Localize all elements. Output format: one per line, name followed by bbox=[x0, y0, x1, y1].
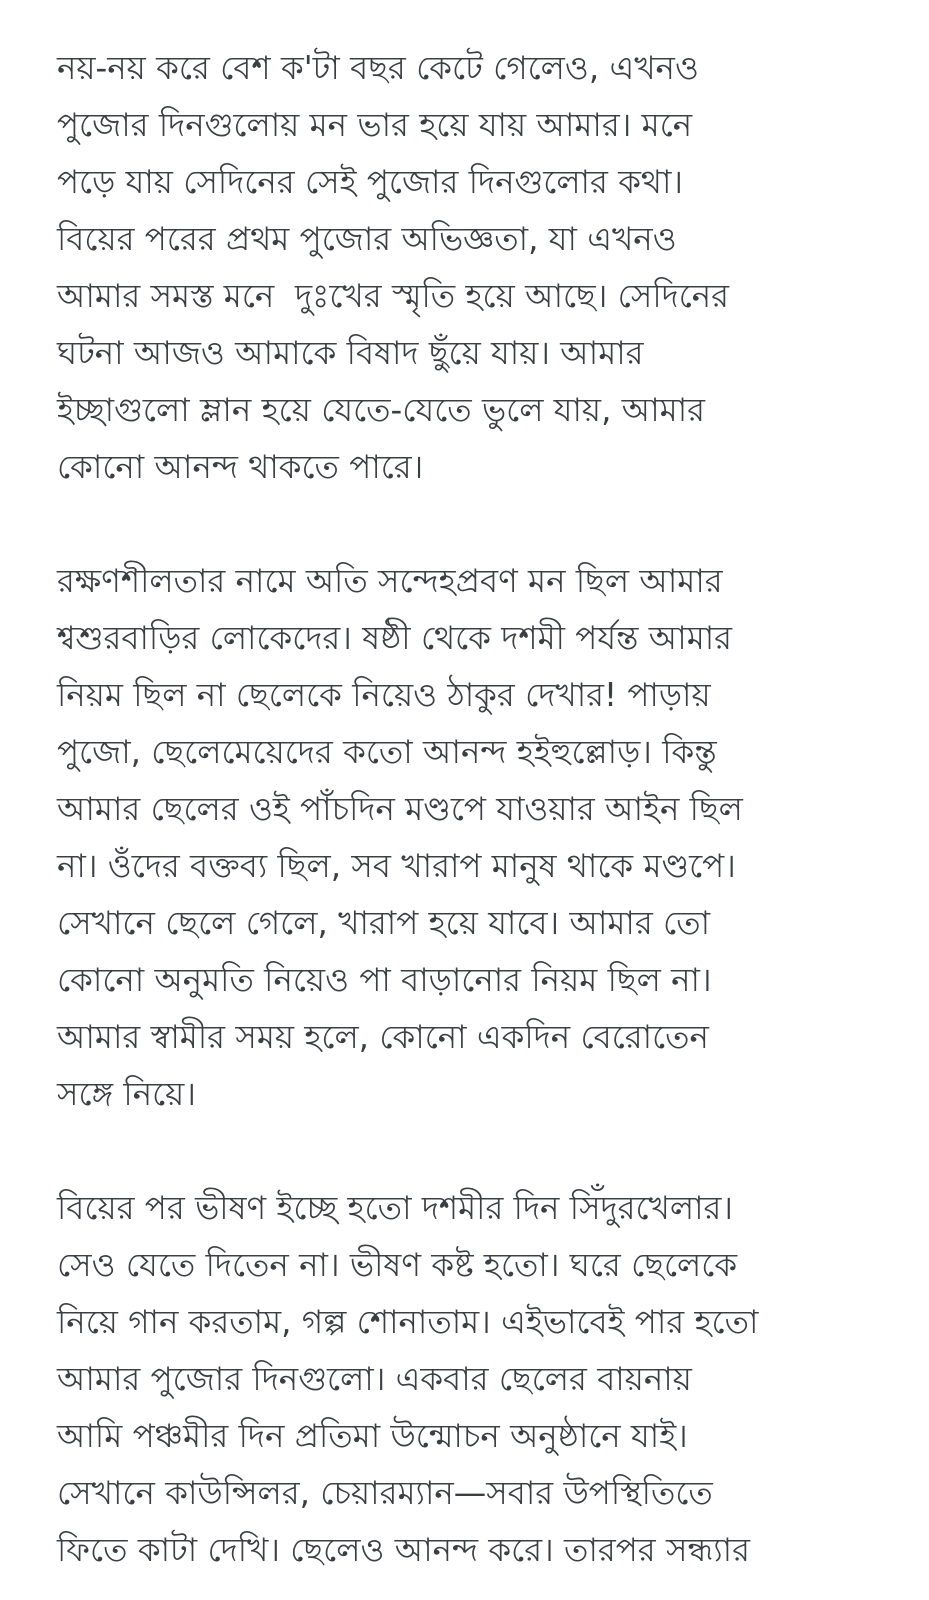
text-line: সেখানে কাউন্সিলর, চেয়ারম্যান—সবার উপস্থিতিতে bbox=[57, 1474, 713, 1512]
text-line: কোনো আনন্দ থাকতে পারে। bbox=[57, 448, 424, 486]
text-line: পুজো, ছেলেমেয়েদের কতো আনন্দ হইহুল্লোড়। কিন্তু bbox=[57, 733, 717, 771]
text-line: আমি পঞ্চমীর দিন প্রতিমা উন্মোচন অনুষ্ঠানে যাই। bbox=[57, 1417, 688, 1455]
paragraph-2 bbox=[57, 553, 887, 1123]
text-line: নিয়ম ছিল না ছেলেকে নিয়েও ঠাকুর দেখার! পাড়ায় bbox=[57, 676, 711, 714]
text-line: আমার স্বামীর সময় হলে, কোনো একদিন বেরোতেন bbox=[57, 1018, 709, 1056]
text-line: সঙ্গে নিয়ে। bbox=[57, 1075, 196, 1113]
article-body bbox=[57, 40, 887, 1579]
text-line: সেখানে ছেলে গেলে, খারাপ হয়ে যাবে। আমার তো bbox=[57, 904, 711, 942]
text-line: রক্ষণশীলতার নামে অতি সন্দেহপ্রবণ মন ছিল আমার bbox=[57, 562, 723, 600]
text-line: ইচ্ছাগুলো ম্লান হয়ে যেতে-যেতে ভুলে যায়, আমার bbox=[57, 391, 705, 429]
text-line: আমার সমস্ত মনে দুঃখের স্মৃতি হয়ে আছে। সেদিনের bbox=[57, 277, 730, 315]
text-line: নিয়ে গান করতাম, গল্প শোনাতাম। এইভাবেই পার হতো bbox=[57, 1303, 759, 1341]
paragraph-3 bbox=[57, 1180, 887, 1579]
text-line: পড়ে যায় সেদিনের সেই পুজোর দিনগুলোর কথা। bbox=[57, 163, 684, 201]
text-line: নয়-নয় করে বেশ ক'টা বছর কেটে গেলেও, এখনও bbox=[57, 49, 699, 87]
paragraph-1 bbox=[57, 40, 887, 496]
paragraph-spacer bbox=[57, 496, 887, 553]
text-line: আমার পুজোর দিনগুলো। একবার ছেলের বায়নায় bbox=[57, 1360, 692, 1398]
text-line: শ্বশুরবাড়ির লোকেদের। ষষ্ঠী থেকে দশমী পর্যন্ত আমার bbox=[57, 619, 733, 657]
text-line: বিয়ের পর ভীষণ ইচ্ছে হতো দশমীর দিন সিঁদুরখেলার। bbox=[57, 1189, 734, 1227]
text-line: পুজোর দিনগুলোয় মন ভার হয়ে যায় আমার। মনে bbox=[57, 106, 693, 144]
text-line: সেও যেতে দিতেন না। ভীষণ কষ্ট হতো। ঘরে ছেলেকে bbox=[57, 1246, 738, 1284]
text-line: ফিতে কাটা দেখি। ছেলেও আনন্দ করে। তারপর সন্ধ্যার bbox=[57, 1531, 750, 1569]
text-line: আমার ছেলের ওই পাঁচদিন মণ্ডপে যাওয়ার আইন ছিল bbox=[57, 790, 743, 828]
text-line: কোনো অনুমতি নিয়েও পা বাড়ানোর নিয়ম ছিল না। bbox=[57, 961, 712, 999]
text-line: বিয়ের পরের প্রথম পুজোর অভিজ্ঞতা, যা এখনও bbox=[57, 220, 677, 258]
paragraph-spacer bbox=[57, 1123, 887, 1180]
text-line: না। ওঁদের বক্তব্য ছিল, সব খারাপ মানুষ থাকে মণ্ডপে। bbox=[57, 847, 736, 885]
text-line: ঘটনা আজও আমাকে বিষাদ ছুঁয়ে যায়। আমার bbox=[57, 334, 644, 372]
